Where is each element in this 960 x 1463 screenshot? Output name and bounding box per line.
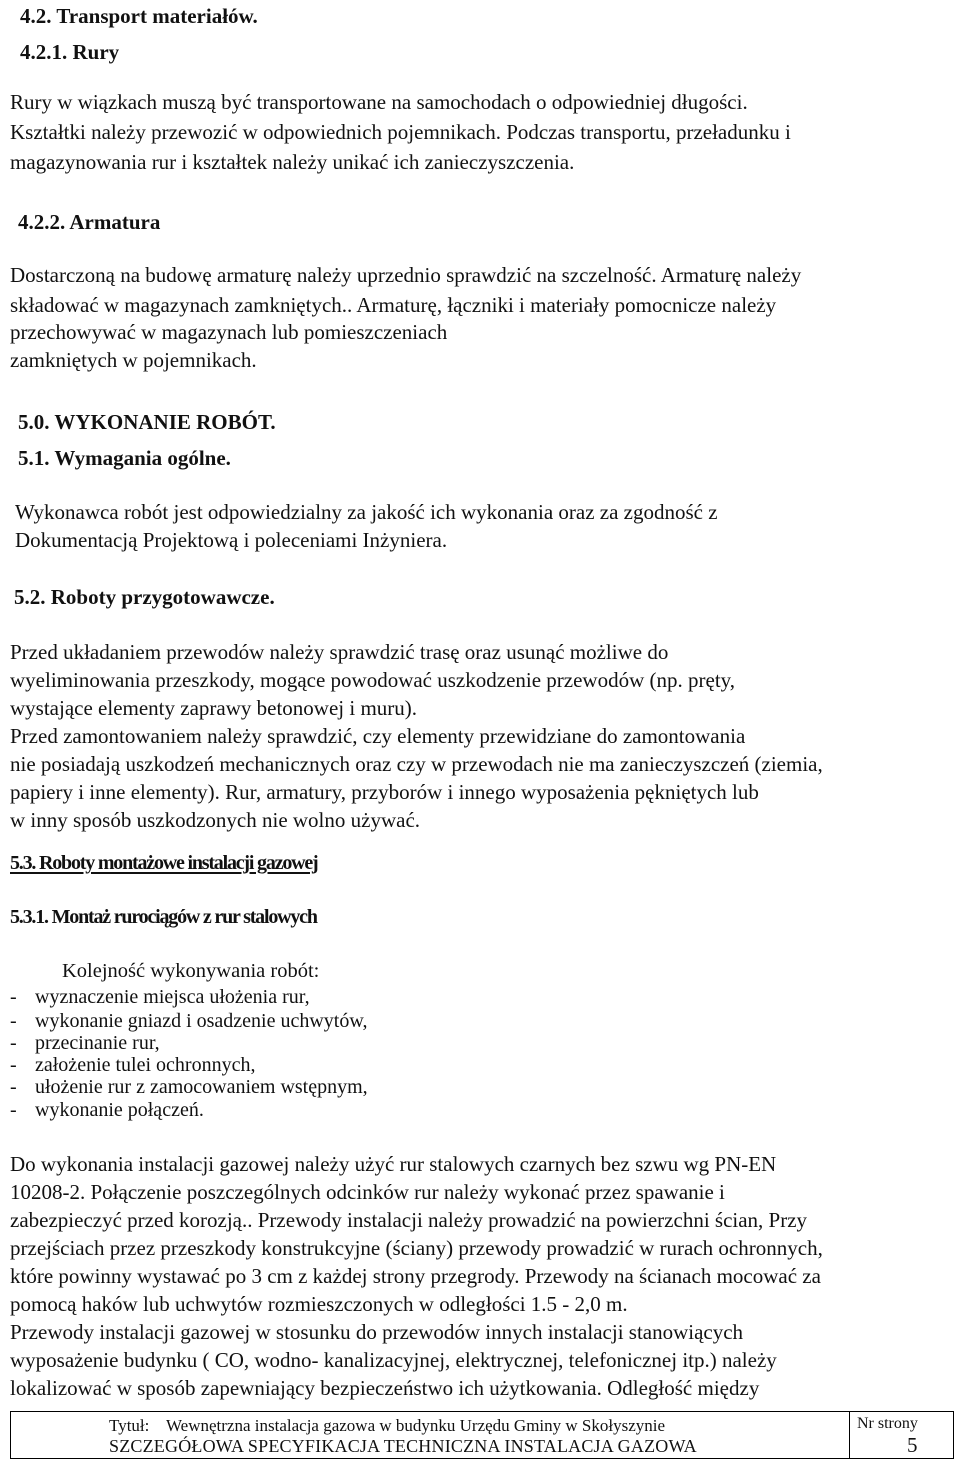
- text-line: Wykonawca robót jest odpowiedzialny za jakość ich wykonania oraz za zgodność z: [15, 500, 718, 524]
- section-heading-5-3: 5.3. Roboty montażowe instalacji gazowej: [10, 852, 318, 874]
- list-bullet: -: [10, 1054, 17, 1076]
- footer-page-label: Nr strony: [857, 1415, 918, 1432]
- text-line: lokalizować w sposób zapewniający bezpieczeństwo ich użytkowania. Odległość między: [10, 1376, 760, 1400]
- text-line: Przed zamontowaniem należy sprawdzić, czy elementy przewidziane do zamontowania: [10, 724, 746, 748]
- text-line: w inny sposób uszkodzonych nie wolno używać.: [10, 808, 421, 832]
- text-line: Przed układaniem przewodów należy sprawdzić trasę oraz usunąć możliwe do: [10, 640, 669, 664]
- text-line: zamkniętych w pojemnikach.: [10, 348, 257, 372]
- text-line: nie posiadają uszkodzeń mechanicznych oraz czy w przewodach nie ma zanieczyszczeń (ziemia,: [10, 752, 823, 776]
- footer-title-cell: [11, 1412, 850, 1458]
- text-line: przejściach przez przeszkody konstrukcyjne (ściany) przewody prowadzić w rurach ochronnych,: [10, 1236, 823, 1260]
- section-heading-4-2-1: 4.2.1. Rury: [20, 40, 120, 64]
- list-item-text: ułożenie rur z zamocowaniem wstępnym,: [35, 1076, 368, 1098]
- footer-title-value: Wewnętrzna instalacja gazowa w budynku Urzędu Gminy w Skołyszynie: [166, 1416, 666, 1435]
- section-heading-5-2: 5.2. Roboty przygotowawcze.: [14, 585, 275, 609]
- text-line: magazynowania rur i kształtek należy unikać ich zanieczyszczenia.: [10, 150, 575, 174]
- list-bullet: -: [10, 1032, 17, 1054]
- list-item-text: przecinanie rur,: [35, 1032, 160, 1054]
- section-heading-5-3-1: 5.3.1. Montaż rurociągów z rur stalowych: [10, 906, 317, 928]
- list-item-text: wykonanie gniazd i osadzenie uchwytów,: [35, 1010, 368, 1032]
- text-line: przechowywać w magazynach lub pomieszczeniach: [10, 320, 448, 344]
- text-line: 10208-2. Połączenie poszczególnych odcinków rur należy wykonać przez spawanie i: [10, 1180, 725, 1204]
- text-line: Dostarczoną na budowę armaturę należy uprzednio sprawdzić na szczelność. Armaturę należy: [10, 263, 802, 287]
- text-line: wyeliminowania przeszkody, mogące powodować uszkodzenie przewodów (np. pręty,: [10, 668, 736, 692]
- page-footer: [10, 1411, 954, 1459]
- section-heading-5-0: 5.0. WYKONANIE ROBÓT.: [18, 410, 276, 434]
- list-bullet: -: [10, 1099, 17, 1121]
- text-line: Dokumentacją Projektową i poleceniami Inżyniera.: [15, 528, 448, 552]
- section-heading-4-2: 4.2. Transport materiałów.: [20, 4, 258, 28]
- footer-spec-name: SZCZEGÓŁOWA SPECYFIKACJA TECHNICZNA INSTALACJA GAZOWA: [109, 1436, 697, 1456]
- text-line: Kształtki należy przewozić w odpowiednich pojemnikach. Podczas transportu, przeładunku i: [10, 120, 791, 144]
- footer-page-number: 5: [907, 1433, 918, 1457]
- text-line: Do wykonania instalacji gazowej należy użyć rur stalowych czarnych bez szwu wg PN-EN: [10, 1152, 777, 1176]
- list-bullet: -: [10, 986, 17, 1008]
- list-bullet: -: [10, 1010, 17, 1032]
- text-line: papiery i inne elementy). Rur, armatury, przyborów i innego wyposażenia pękniętych lub: [10, 780, 759, 804]
- section-heading-4-2-2: 4.2.2. Armatura: [18, 210, 161, 234]
- text-line: Rury w wiązkach muszą być transportowane na samochodach o odpowiedniej długości.: [10, 90, 748, 114]
- list-item-text: założenie tulei ochronnych,: [35, 1054, 256, 1076]
- list-bullet: -: [10, 1076, 17, 1098]
- text-line: pomocą haków lub uchwytów rozmieszczonych w odległości 1.5 - 2,0 m.: [10, 1292, 628, 1316]
- footer-title-label: Tytuł:: [109, 1416, 150, 1435]
- text-line: zabezpieczyć przed korozją.. Przewody instalacji należy prowadzić na powierzchni ścian, Przy: [10, 1208, 808, 1232]
- section-heading-5-1: 5.1. Wymagania ogólne.: [18, 446, 231, 470]
- text-line: Przewody instalacji gazowej w stosunku do przewodów innych instalacji stanowiących: [10, 1320, 744, 1344]
- list-item-text: wyznaczenie miejsca ułożenia rur,: [35, 986, 310, 1008]
- text-line: które powinny wystawać po 3 cm z każdej strony przegrody. Przewody na ścianach mocować za: [10, 1264, 821, 1288]
- text-line: składować w magazynach zamkniętych.. Armaturę, łączniki i materiały pomocnicze należy: [10, 293, 777, 317]
- list-item-text: wykonanie połączeń.: [35, 1099, 204, 1121]
- text-line: wyposażenie budynku ( CO, wodno- kanalizacyjnej, elektrycznej, telefonicznej itp.) należy: [10, 1348, 777, 1372]
- text-line: wystające elementy zaprawy betonowej i muru).: [10, 696, 418, 720]
- list-title: Kolejność wykonywania robót:: [62, 960, 320, 982]
